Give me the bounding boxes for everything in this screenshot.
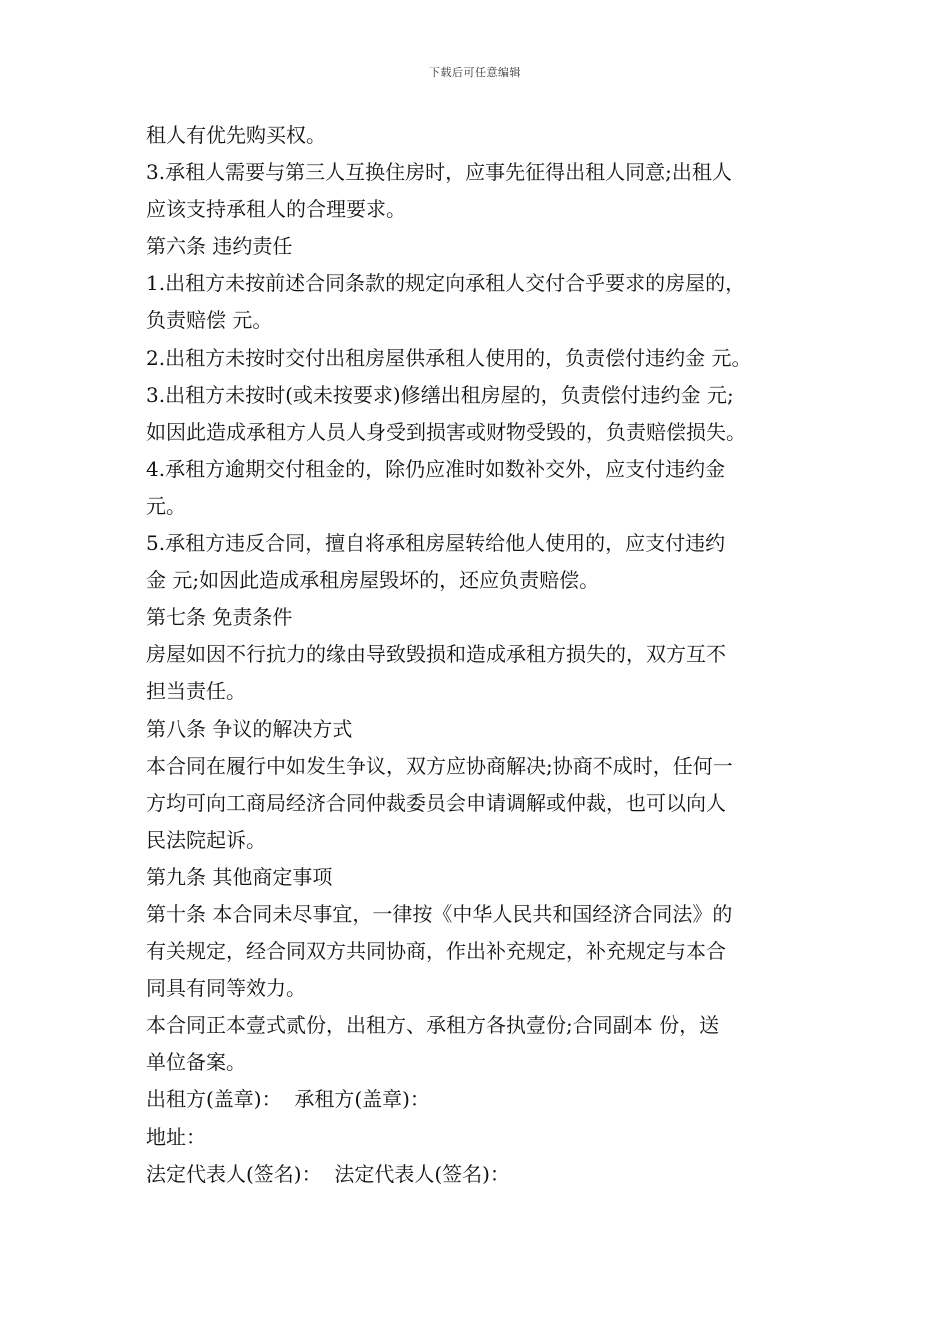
signature-line: 出租方(盖章)： 承租方(盖章)：: [146, 1087, 430, 1112]
text-line: 房屋如因不行抗力的缘由导致毁损和造成承租方损失的，双方互不: [146, 642, 726, 667]
text-line: 同具有同等效力。: [146, 976, 306, 1001]
text-line: 如因此造成承租方人员人身受到损害或财物受毁的，负责赔偿损失。: [146, 419, 746, 444]
section-heading: 第七条 免责条件: [146, 605, 293, 630]
text-line: 元。: [146, 493, 186, 518]
text-line: 有关规定，经合同双方共同协商，作出补充规定，补充规定与本合: [146, 939, 726, 964]
text-line: 3.出租方未按时(或未按要求)修缮出租房屋的，负责偿付违约金 元;: [146, 382, 734, 407]
text-line: 方均可向工商局经济合同仲裁委员会申请调解或仲裁，也可以向人: [146, 790, 726, 815]
text-line: 本合同正本壹式贰份，出租方、承租方各执壹份;合同副本 份，送: [146, 1013, 720, 1038]
page-header-note: 下载后可任意编辑: [429, 66, 521, 79]
signature-line: 法定代表人(签名)： 法定代表人(签名)：: [146, 1161, 510, 1186]
text-line: 应该支持承租人的合理要求。: [146, 197, 406, 222]
section-heading: 第八条 争议的解决方式: [146, 716, 353, 741]
text-line: 1.出租方未按前述合同条款的规定向承租人交付合乎要求的房屋的，: [146, 271, 746, 296]
text-line: 3.承租人需要与第三人互换住房时，应事先征得出租人同意;出租人: [146, 160, 732, 185]
section-heading: 第九条 其他商定事项: [146, 864, 333, 889]
text-line: 第十条 本合同未尽事宜，一律按《中华人民共和国经济合同法》的: [146, 901, 733, 926]
address-line: 地址：: [146, 1124, 206, 1149]
text-line: 民法院起诉。: [146, 827, 266, 852]
text-line: 金 元;如因此造成承租房屋毁坏的，还应负责赔偿。: [146, 568, 600, 593]
text-line: 4.承租方逾期交付租金的，除仍应准时如数补交外，应支付违约金: [146, 456, 726, 481]
text-line: 本合同在履行中如发生争议，双方应协商解决;协商不成时，任何一: [146, 753, 733, 778]
text-line: 2.出租方未按时交付出租房屋供承租人使用的，负责偿付违约金 元。: [146, 345, 752, 370]
text-line: 5.承租方违反合同，擅自将承租房屋转给他人使用的，应支付违约: [146, 531, 726, 556]
section-heading: 第六条 违约责任: [146, 234, 293, 259]
text-line: 租人有优先购买权。: [146, 123, 326, 147]
text-line: 单位备案。: [146, 1050, 246, 1075]
text-line: 担当责任。: [146, 679, 246, 704]
text-line: 负责赔偿 元。: [146, 308, 273, 333]
document-body: [146, 117, 814, 1193]
